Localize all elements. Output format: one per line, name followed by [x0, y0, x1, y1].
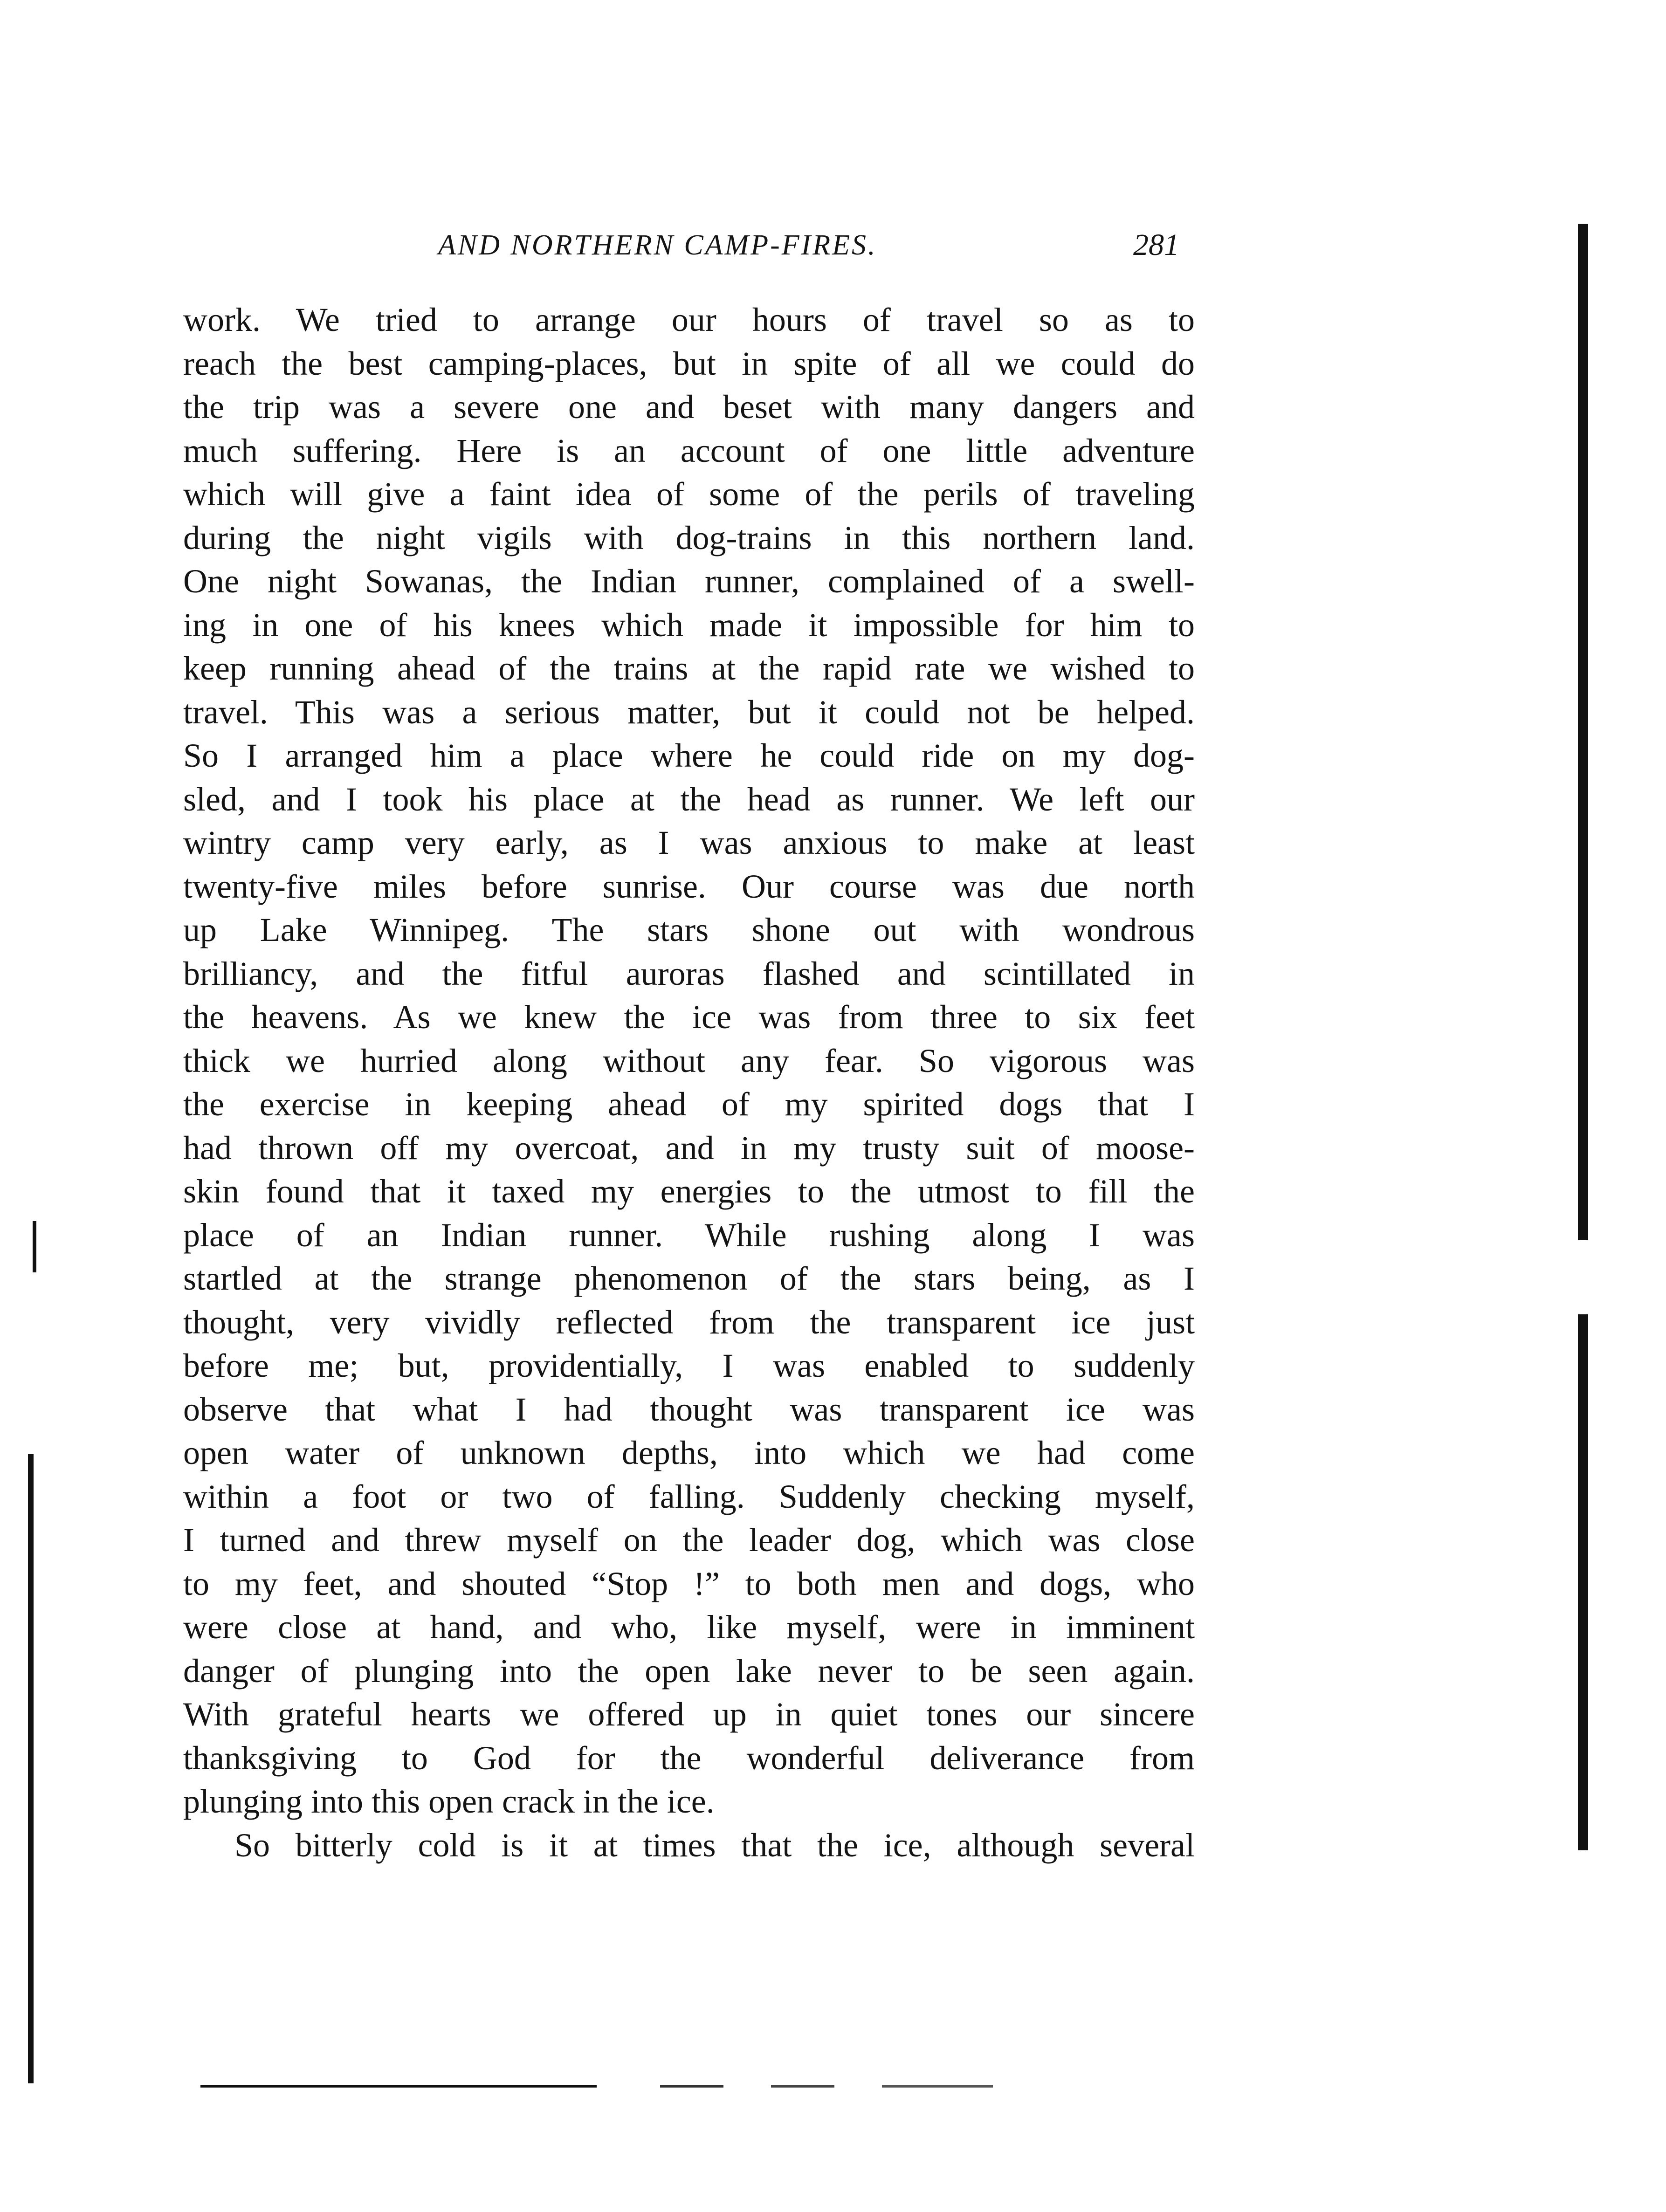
text-line: before me; but, providentially, I was enabled to suddenly	[183, 1347, 1195, 1384]
bottom-rule	[200, 2085, 993, 2088]
text-line: sled, and I took his place at the head as runner. We left our	[183, 780, 1195, 818]
text-line: With grateful hearts we offered up in quiet tones our sincere	[183, 1696, 1195, 1733]
text-line: which will give a faint idea of some of the perils of traveling	[183, 475, 1195, 513]
text-line: One night Sowanas, the Indian runner, complained of a swell-	[183, 563, 1195, 600]
text-line: ing in one of his knees which made it impossible for him to	[183, 606, 1195, 644]
text-line-paragraph-start: So bitterly cold is it at times that the ice, although several	[234, 1826, 1195, 1864]
text-line: twenty-five miles before sunrise. Our course was due north	[183, 867, 1195, 905]
text-line: thanksgiving to God for the wonderful deliverance from	[183, 1739, 1195, 1777]
body-text	[183, 298, 1195, 1867]
text-line: had thrown off my overcoat, and in my trusty suit of moose-	[183, 1129, 1195, 1167]
text-line: danger of plunging into the open lake never to be seen again.	[183, 1652, 1195, 1690]
text-line: during the night vigils with dog-trains in this northern land.	[183, 519, 1195, 556]
page-number: 281	[1133, 228, 1179, 262]
text-line: much suffering. Here is an account of one little adventure	[183, 432, 1195, 469]
text-line: wintry camp very early, as I was anxious to make at least	[183, 824, 1195, 861]
right-binding-shadow-lower	[1578, 1314, 1588, 1850]
text-line: travel. This was a serious matter, but it could not be helped.	[183, 693, 1195, 731]
left-page-edge	[28, 1454, 34, 2083]
text-line: skin found that it taxed my energies to the utmost to fill the	[183, 1173, 1195, 1210]
text-line: I turned and threw myself on the leader dog, which was close	[183, 1521, 1195, 1559]
text-line: observe that what I had thought was transparent ice was	[183, 1390, 1195, 1428]
text-line: thick we hurried along without any fear. So vigorous was	[183, 1042, 1195, 1079]
text-line: within a foot or two of falling. Suddenly checking myself,	[183, 1477, 1195, 1515]
text-line: So I arranged him a place where he could ride on my dog-	[183, 737, 1195, 774]
text-line: to my feet, and shouted “Stop !” to both men and dogs, who	[183, 1565, 1195, 1602]
text-line: work. We tried to arrange our hours of travel so as to	[183, 301, 1195, 338]
running-head: AND NORTHERN CAMP-FIRES.	[438, 229, 877, 261]
text-line: place of an Indian runner. While rushing along I was	[183, 1216, 1195, 1254]
text-line: were close at hand, and who, like myself, were in imminent	[183, 1608, 1195, 1646]
text-line: the exercise in keeping ahead of my spirited dogs that I	[183, 1085, 1195, 1123]
text-line: the heavens. As we knew the ice was from three to six feet	[183, 998, 1195, 1036]
text-line: brilliancy, and the fitful auroras flashed and scintillated in	[183, 955, 1195, 992]
right-binding-shadow	[1578, 224, 1588, 1240]
text-line: thought, very vividly reflected from the transparent ice just	[183, 1303, 1195, 1341]
text-line: the trip was a severe one and beset with many dangers and	[183, 388, 1195, 426]
text-line: reach the best camping-places, but in spite of all we could do	[183, 344, 1195, 382]
text-line: open water of unknown depths, into which we had come	[183, 1434, 1195, 1471]
text-line-paragraph-end: plunging into this open crack in the ice.	[183, 1783, 715, 1820]
text-line: keep running ahead of the trains at the rapid rate we wished to	[183, 650, 1195, 687]
text-line: up Lake Winnipeg. The stars shone out with wondrous	[183, 911, 1195, 948]
text-line: startled at the strange phenomenon of the stars being, as I	[183, 1260, 1195, 1297]
left-edge-mark	[33, 1221, 36, 1272]
page-header	[182, 222, 1179, 268]
